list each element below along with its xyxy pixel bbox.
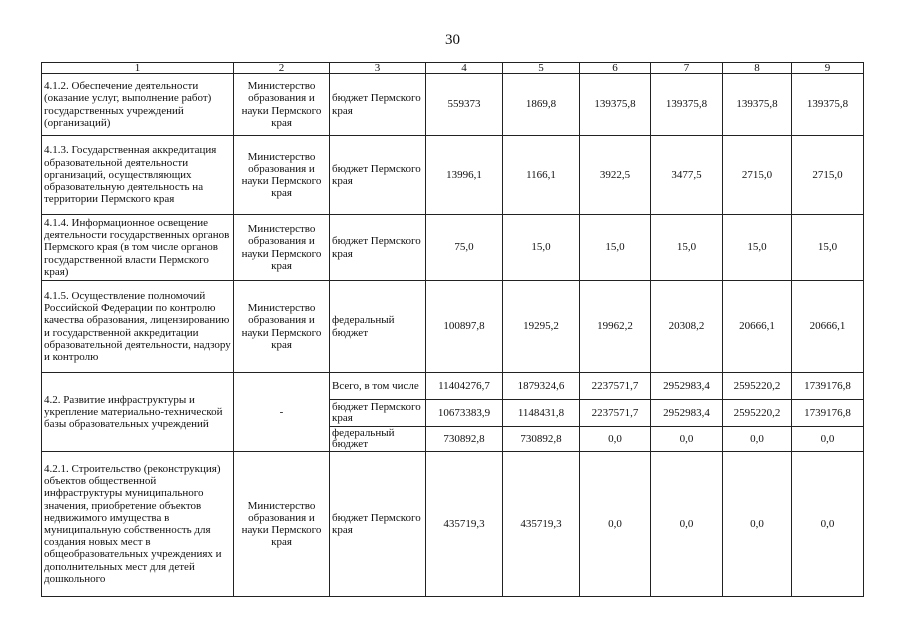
value-cell: 1166,1 xyxy=(503,136,580,215)
program-table xyxy=(41,62,864,597)
table-row xyxy=(42,215,864,281)
value-cell: 2237571,7 xyxy=(580,400,651,427)
value-cell: 13996,1 xyxy=(426,136,503,215)
value-cell: 15,0 xyxy=(580,215,651,281)
value-cell: 559373 xyxy=(426,74,503,136)
activity-name: 4.2.1. Строительство (реконструкция) объектов общественной инфраструктуры муниципального значения, приобретение объектов недвижимого имущества в муниципальную собственность для создания новых мест в общеобразовательных учреждениях и дополнительных мест для детей дошкольного xyxy=(42,452,234,597)
value-cell: 435719,3 xyxy=(426,452,503,597)
value-cell: 1879324,6 xyxy=(503,373,580,400)
header-cell: 4 xyxy=(426,63,503,74)
header-cell: 8 xyxy=(723,63,792,74)
funding-source: Всего, в том числе xyxy=(330,373,426,400)
value-cell: 2952983,4 xyxy=(651,373,723,400)
value-cell: 0,0 xyxy=(580,427,651,452)
executor: Министерство образования и науки Пермского края xyxy=(234,74,330,136)
value-cell: 0,0 xyxy=(723,452,792,597)
value-cell: 1148431,8 xyxy=(503,400,580,427)
value-cell: 2237571,7 xyxy=(580,373,651,400)
header-cell: 6 xyxy=(580,63,651,74)
value-cell: 3477,5 xyxy=(651,136,723,215)
header-cell: 9 xyxy=(792,63,864,74)
value-cell: 75,0 xyxy=(426,215,503,281)
value-cell: 2952983,4 xyxy=(651,400,723,427)
funding-source: бюджет Пермского края xyxy=(330,215,426,281)
value-cell: 10673383,9 xyxy=(426,400,503,427)
value-cell: 11404276,7 xyxy=(426,373,503,400)
value-cell: 730892,8 xyxy=(503,427,580,452)
value-cell: 2595220,2 xyxy=(723,373,792,400)
value-cell: 0,0 xyxy=(723,427,792,452)
value-cell: 1739176,8 xyxy=(792,373,864,400)
value-cell: 2715,0 xyxy=(792,136,864,215)
value-cell: 19295,2 xyxy=(503,281,580,373)
value-cell: 139375,8 xyxy=(723,74,792,136)
value-cell: 15,0 xyxy=(651,215,723,281)
activity-name: 4.2. Развитие инфраструктуры и укрепление материально-технической базы образовательных учреждений xyxy=(42,373,234,452)
value-cell: 0,0 xyxy=(651,452,723,597)
value-cell: 100897,8 xyxy=(426,281,503,373)
value-cell: 0,0 xyxy=(792,427,864,452)
value-cell: 1739176,8 xyxy=(792,400,864,427)
value-cell: 20666,1 xyxy=(723,281,792,373)
header-cell: 5 xyxy=(503,63,580,74)
activity-name: 4.1.5. Осуществление полномочий Российской Федерации по контролю качества образования, лицензированию и государственной аккредитации образовательной деятельности, надзору и контролю xyxy=(42,281,234,373)
table-row xyxy=(42,452,864,597)
value-cell: 0,0 xyxy=(792,452,864,597)
value-cell: 15,0 xyxy=(792,215,864,281)
executor: Министерство образования и науки Пермского края xyxy=(234,452,330,597)
funding-source: бюджет Пермского края xyxy=(330,452,426,597)
header-cell: 3 xyxy=(330,63,426,74)
executor: Министерство образования и науки Пермского края xyxy=(234,136,330,215)
header-cell: 1 xyxy=(42,63,234,74)
funding-source: федеральный бюджет xyxy=(330,427,426,452)
value-cell: 20308,2 xyxy=(651,281,723,373)
table-row xyxy=(42,136,864,215)
value-cell: 139375,8 xyxy=(792,74,864,136)
value-cell: 15,0 xyxy=(723,215,792,281)
activity-name: 4.1.3. Государственная аккредитация образовательной деятельности организаций, осуществляющих образовательную деятельность на территории Пермского края xyxy=(42,136,234,215)
funding-source: бюджет Пермского края xyxy=(330,400,426,427)
executor: Министерство образования и науки Пермского края xyxy=(234,215,330,281)
value-cell: 3922,5 xyxy=(580,136,651,215)
value-cell: 2595220,2 xyxy=(723,400,792,427)
table-row xyxy=(42,74,864,136)
value-cell: 0,0 xyxy=(651,427,723,452)
header-cell: 7 xyxy=(651,63,723,74)
value-cell: 730892,8 xyxy=(426,427,503,452)
value-cell: 15,0 xyxy=(503,215,580,281)
header-row xyxy=(42,63,864,74)
value-cell: 19962,2 xyxy=(580,281,651,373)
executor: - xyxy=(234,373,330,452)
table-row xyxy=(42,373,864,400)
value-cell: 20666,1 xyxy=(792,281,864,373)
activity-name: 4.1.2. Обеспечение деятельности (оказание услуг, выполнение работ) государственных учреждений (организаций) xyxy=(42,74,234,136)
value-cell: 2715,0 xyxy=(723,136,792,215)
value-cell: 139375,8 xyxy=(651,74,723,136)
funding-source: федеральный бюджет xyxy=(330,281,426,373)
header-cell: 2 xyxy=(234,63,330,74)
value-cell: 139375,8 xyxy=(580,74,651,136)
table-row xyxy=(42,281,864,373)
activity-name: 4.1.4. Информационное освещение деятельности государственных органов Пермского края (в том числе органов государственной власти Пермского края) xyxy=(42,215,234,281)
value-cell: 435719,3 xyxy=(503,452,580,597)
value-cell: 1869,8 xyxy=(503,74,580,136)
funding-source: бюджет Пермского края xyxy=(330,136,426,215)
funding-source: бюджет Пермского края xyxy=(330,74,426,136)
executor: Министерство образования и науки Пермского края xyxy=(234,281,330,373)
page-number: 30 xyxy=(445,32,460,48)
value-cell: 0,0 xyxy=(580,452,651,597)
